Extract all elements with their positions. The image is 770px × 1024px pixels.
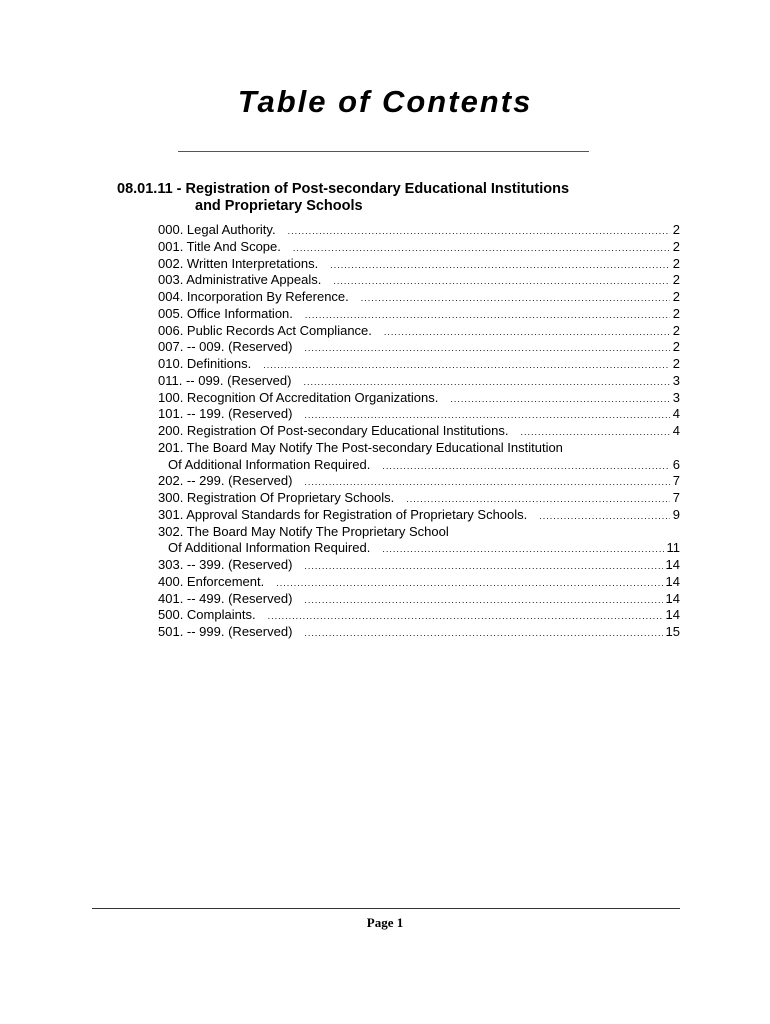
toc-entry-page: 2 — [672, 255, 680, 271]
toc-entry-page: 11 — [666, 540, 680, 556]
toc-entry-label: Of Additional Information Required. — [168, 456, 371, 472]
dot-leader — [305, 307, 670, 324]
toc-entry-page: 7 — [672, 473, 680, 489]
toc-entry[interactable] — [158, 222, 680, 239]
toc-entry-page: 14 — [665, 590, 680, 606]
toc-entry-label: 401. -- 499. (Reserved) — [158, 590, 293, 606]
toc-entry-label: 006. Public Records Act Compliance. — [158, 322, 372, 338]
dot-leader — [539, 508, 670, 525]
toc-entry-label: 301. Approval Standards for Registration of Proprietary Schools. — [158, 506, 528, 522]
toc-entry-heading: 201. The Board May Notify The Post-secondary Educational Institution — [158, 439, 563, 455]
toc-entry-page: 9 — [672, 506, 680, 522]
toc-entry-page: 3 — [672, 389, 680, 405]
footer-page-number: Page 1 — [366, 915, 404, 930]
dot-leader — [406, 491, 669, 508]
dot-leader — [268, 608, 663, 625]
toc-entry-label: 003. Administrative Appeals. — [158, 272, 322, 288]
toc-entry-label: 005. Office Information. — [158, 305, 293, 321]
toc-list — [158, 222, 680, 641]
page-title: Table of Contents — [237, 84, 533, 119]
dot-leader — [288, 223, 670, 240]
toc-entry-label: 004. Incorporation By Reference. — [158, 289, 349, 304]
dot-leader — [361, 290, 670, 307]
dot-leader — [304, 340, 669, 357]
dot-leader — [330, 257, 670, 274]
chapter-heading-line2: and Proprietary Schools — [195, 198, 363, 214]
toc-entry-label: 500. Complaints. — [158, 607, 256, 623]
toc-entry[interactable] — [158, 373, 680, 390]
toc-entry[interactable] — [158, 507, 680, 524]
toc-entry-label: 002. Written Interpretations. — [158, 255, 319, 271]
toc-entry-page: 4 — [672, 406, 680, 422]
toc-entry[interactable] — [158, 473, 680, 490]
toc-entry[interactable] — [158, 356, 680, 373]
toc-entry-page: 2 — [672, 272, 680, 288]
toc-entry-page: 2 — [672, 305, 680, 321]
toc-entry[interactable] — [158, 390, 680, 407]
toc-entry-page: 2 — [672, 289, 680, 304]
toc-entry[interactable] — [158, 557, 680, 574]
dot-leader — [384, 324, 670, 341]
dot-leader — [382, 541, 663, 558]
toc-entry-page: 14 — [665, 557, 680, 572]
toc-entry-label: 400. Enforcement. — [158, 573, 265, 589]
toc-entry[interactable] — [158, 423, 680, 440]
toc-entry-page: 14 — [665, 573, 680, 589]
toc-entry-label: 007. -- 009. (Reserved) — [158, 339, 293, 355]
toc-entry[interactable] — [158, 239, 680, 256]
dot-leader — [520, 424, 669, 441]
dot-leader — [333, 273, 669, 290]
toc-entry[interactable] — [158, 406, 680, 423]
toc-entry-label: 100. Recognition Of Accreditation Organizations. — [158, 389, 439, 405]
toc-entry-page: 14 — [665, 607, 680, 623]
toc-entry-label: Of Additional Information Required. — [168, 540, 371, 556]
toc-entry[interactable] — [158, 574, 680, 591]
toc-entry-label: 501. -- 999. (Reserved) — [158, 624, 293, 639]
toc-entry[interactable] — [158, 540, 680, 557]
dot-leader — [382, 458, 669, 475]
toc-entry-page: 15 — [665, 624, 680, 639]
dot-leader — [263, 357, 670, 374]
footer-divider — [92, 908, 680, 909]
toc-entry[interactable] — [158, 323, 680, 340]
toc-entry[interactable] — [158, 624, 680, 641]
chapter-heading-line1: 08.01.11 - Registration of Post-secondary Educational Institutions — [117, 181, 570, 197]
toc-entry-label: 101. -- 199. (Reserved) — [158, 406, 293, 422]
dot-leader — [303, 374, 669, 391]
dot-leader — [450, 391, 669, 408]
toc-entry-label: 200. Registration Of Post-secondary Educational Institutions. — [158, 423, 509, 438]
dot-leader — [304, 558, 662, 575]
dot-leader — [293, 240, 670, 257]
toc-entry-page: 3 — [672, 372, 680, 388]
toc-entry[interactable] — [158, 289, 680, 306]
toc-entry-page: 2 — [672, 339, 680, 355]
toc-entry[interactable] — [158, 490, 680, 507]
dot-leader — [304, 592, 662, 609]
dot-leader — [304, 625, 662, 642]
toc-entry-page: 2 — [672, 322, 680, 338]
toc-entry-page: 4 — [672, 423, 680, 438]
toc-entry-page: 2 — [672, 222, 680, 237]
toc-entry[interactable] — [158, 272, 680, 289]
toc-entry[interactable] — [158, 256, 680, 273]
toc-entry-label: 011. -- 099. (Reserved) — [158, 372, 292, 388]
toc-entry[interactable] — [158, 306, 680, 323]
toc-entry[interactable] — [158, 457, 680, 474]
dot-leader — [276, 575, 662, 592]
toc-entry-label: 010. Definitions. — [158, 356, 252, 371]
toc-entry-page: 2 — [672, 238, 680, 254]
chapter-heading — [117, 181, 677, 215]
toc-entry-page: 7 — [672, 490, 680, 505]
toc-entry-page: 2 — [672, 356, 680, 371]
toc-entry[interactable] — [158, 607, 680, 624]
toc-entry[interactable] — [158, 339, 680, 356]
toc-entry-label: 000. Legal Authority. — [158, 222, 276, 237]
toc-entry-label: 202. -- 299. (Reserved) — [158, 473, 293, 489]
toc-entry-page: 6 — [672, 456, 680, 472]
toc-entry-label: 303. -- 399. (Reserved) — [158, 557, 293, 572]
toc-entry-label: 001. Title And Scope. — [158, 238, 281, 254]
toc-entry-heading: 302. The Board May Notify The Proprietary School — [158, 523, 449, 539]
toc-entry-label: 300. Registration Of Proprietary Schools. — [158, 490, 395, 505]
dot-leader — [304, 474, 669, 491]
title-divider — [178, 151, 589, 152]
dot-leader — [304, 407, 669, 424]
toc-entry[interactable] — [158, 591, 680, 608]
